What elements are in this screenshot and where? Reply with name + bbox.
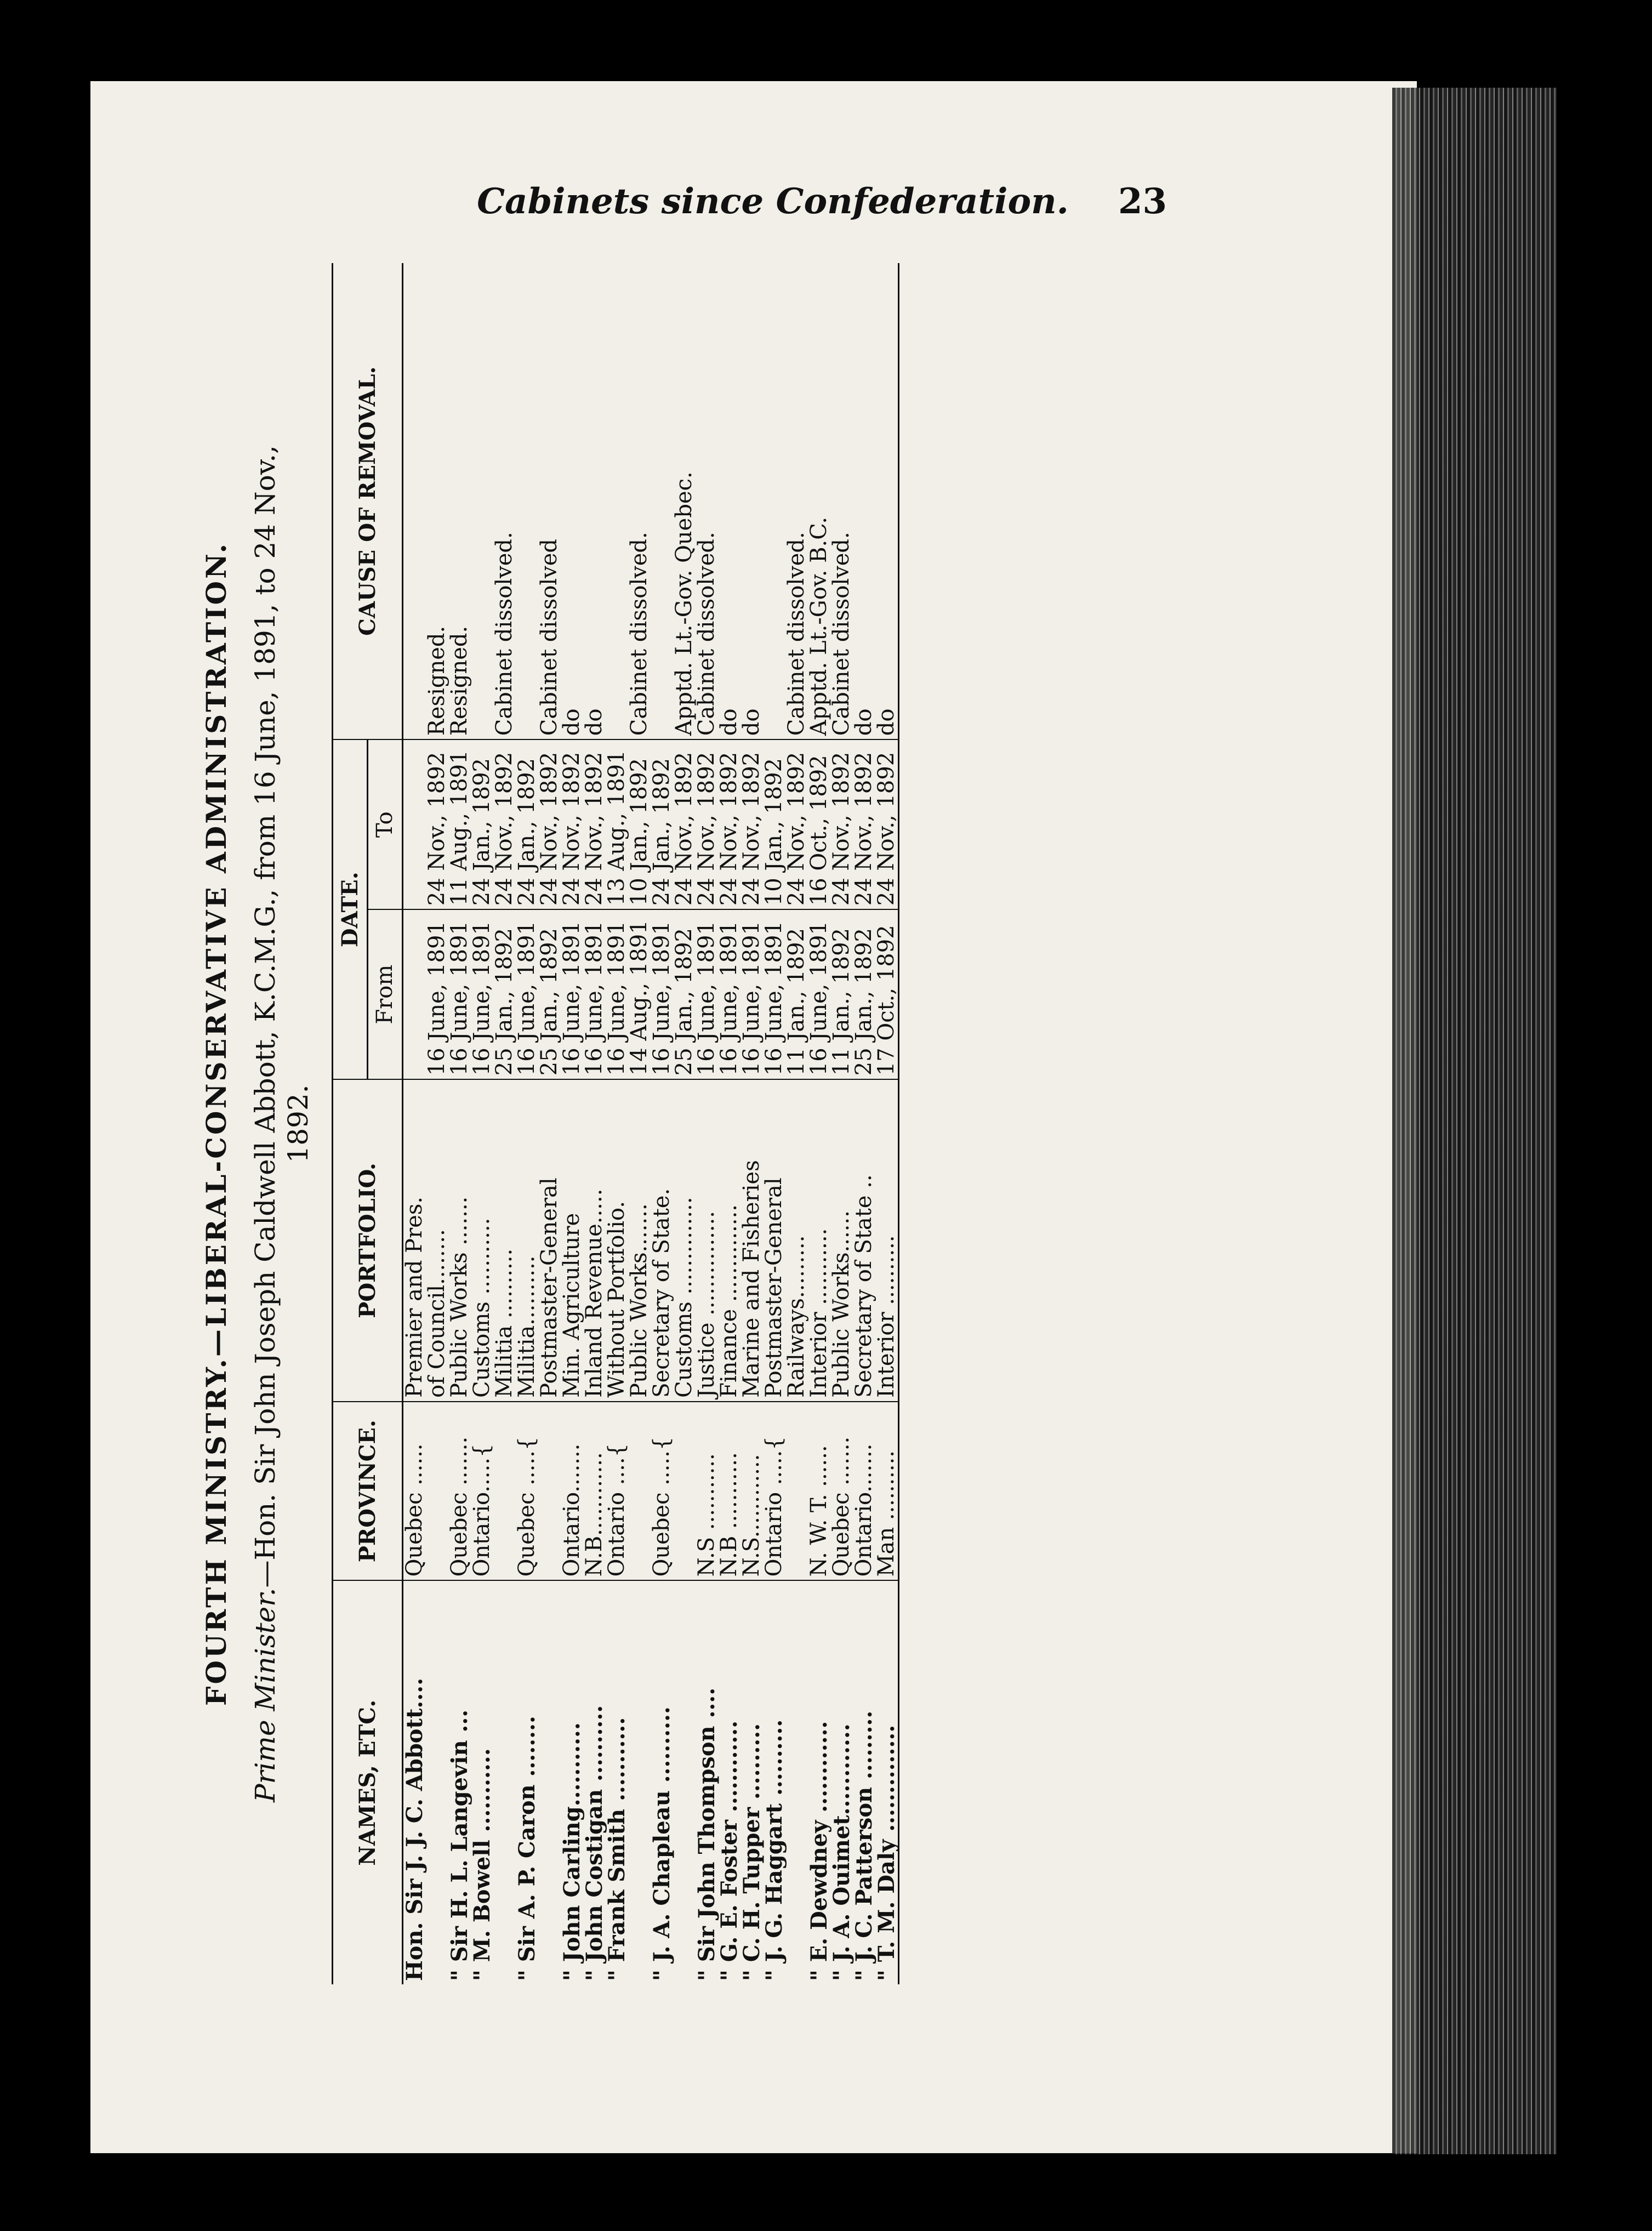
table-row [561, 263, 583, 1984]
cell-cause: do [740, 263, 763, 739]
cell-portfolio: Militia .......... [493, 1079, 516, 1402]
cell-to: 24 Jan., 1892 [516, 739, 538, 909]
cell-portfolio: Railways......... [785, 1079, 808, 1402]
cell-to: 16 Oct., 1892 [808, 739, 830, 909]
cell-name: " Frank Smith ........... [604, 1717, 630, 1981]
cell-name [785, 1580, 808, 1984]
cell-to [403, 739, 426, 909]
cell-cause [516, 263, 538, 739]
book-page-edge [1392, 88, 1557, 2154]
cell-from: 16 June, 1891 [808, 909, 830, 1079]
cell-to: 24 Nov., 1892 [583, 739, 606, 909]
cell-province: Quebec ....... [448, 1402, 471, 1581]
cell-portfolio: Interior ........... [808, 1079, 830, 1402]
cell-from: 11 Jan., 1892 [830, 909, 853, 1079]
cell-portfolio: Postmaster-General [538, 1079, 561, 1402]
table-row [853, 263, 875, 1984]
cell-from: 16 June, 1891 [426, 909, 448, 1079]
table-row [808, 263, 830, 1984]
cell-from: 25 Jan., 1892 [538, 909, 561, 1079]
cabinet-table [332, 263, 899, 1984]
cell-from: 16 June, 1891 [583, 909, 606, 1079]
table-row [740, 263, 763, 1984]
cell-cause: Cabinet dissolved. [493, 263, 516, 739]
cell-name: " John Costigan .......... [582, 1705, 607, 1981]
cell-from: 14 Aug., 1891 [628, 909, 651, 1079]
cell-province [493, 1402, 516, 1581]
cell-province: Quebec ...... [403, 1402, 426, 1581]
cell-from: 16 June, 1891 [606, 909, 628, 1079]
cell-from: 16 June, 1891 [471, 909, 493, 1079]
cell-from: 16 June, 1891 [740, 909, 763, 1079]
cell-province [426, 1402, 448, 1581]
col-portfolio: PORTFOLIO. [333, 1079, 403, 1402]
prime-minister-line [249, 263, 281, 1984]
prime-minister-text: —Hon. Sir John Joseph Caldwell Abbott, K.C.M.G., from 16 June, 1891, to 24 Nov., [249, 445, 281, 1588]
cell-province: Ontario .....{ [763, 1402, 785, 1581]
cell-province: N.B ........... [718, 1402, 740, 1581]
table-row [830, 263, 853, 1984]
cell-name [628, 1580, 651, 1984]
cell-province: Ontario....... [853, 1402, 875, 1581]
cell-portfolio: Justice ............... [696, 1079, 718, 1402]
cell-from: 16 June, 1891 [448, 909, 471, 1079]
cell-from: 25 Jan., 1892 [673, 909, 696, 1079]
cell-portfolio: Customs .............. [673, 1079, 696, 1402]
cell-cause: Cabinet dissolved. [628, 263, 651, 739]
cell-portfolio: of Council........ [426, 1079, 448, 1402]
cell-cause [471, 263, 493, 739]
cell-cause [651, 263, 673, 739]
cell-name: " J. A. Ouimet............ [829, 1723, 855, 1981]
cell-portfolio: Interior .......... [875, 1079, 899, 1402]
cell-to: 24 Nov., 1892 [718, 739, 740, 909]
cell-to: 24 Nov., 1892 [426, 739, 448, 909]
page-number: 23 [1118, 181, 1167, 222]
cell-name: " Sir H. L. Langevin ... [447, 1709, 472, 1981]
cell-from: 16 June, 1891 [718, 909, 740, 1079]
table-row [426, 263, 448, 1984]
table-row [718, 263, 740, 1984]
table-row [785, 263, 808, 1984]
table-row [696, 263, 718, 1984]
cell-name: " J. A. Chapleau .......... [649, 1706, 675, 1981]
cell-to: 24 Nov., 1892 [561, 739, 583, 909]
table-body [403, 263, 899, 1984]
cell-province: Ontario ....{ [606, 1402, 628, 1581]
col-province: PROVINCE. [333, 1402, 403, 1581]
cell-cause: do [875, 263, 899, 739]
cell-name: " C. H. Tupper .......... [739, 1723, 765, 1981]
cell-to: 24 Nov., 1892 [493, 739, 516, 909]
cell-to: 24 Jan., 1892 [471, 739, 493, 909]
cell-cause: Cabinet dissolved. [830, 263, 853, 739]
prime-minister-year: 1892. [282, 1084, 314, 1163]
cell-to: 24 Nov., 1892 [673, 739, 696, 909]
cell-name: " John Carling........... [559, 1722, 585, 1981]
cell-from: 16 June, 1891 [763, 909, 785, 1079]
cell-cause: Resigned. [448, 263, 471, 739]
cell-from: 17 Oct., 1892 [875, 909, 899, 1079]
cell-province: Ontario.....{ [471, 1402, 493, 1581]
table-header-row [333, 263, 368, 1984]
col-date: DATE. [333, 739, 368, 1079]
table-row [403, 263, 426, 1984]
cell-name: " Sir A. P. Caron ........ [514, 1716, 540, 1981]
cell-portfolio: Secretary of State. [651, 1079, 673, 1402]
table-row [583, 263, 606, 1984]
cell-name: " Sir John Thompson .... [694, 1687, 720, 1981]
table-row [763, 263, 785, 1984]
cell-province: N. W. T. ...... [808, 1402, 830, 1581]
cell-cause: Apptd. Lt.-Gov. B.C. [808, 263, 830, 739]
col-from: From [368, 909, 403, 1079]
cell-from: 11 Jan., 1892 [785, 909, 808, 1079]
cell-portfolio: Public Works ....... [448, 1079, 471, 1402]
cell-to: 24 Nov., 1892 [830, 739, 853, 909]
cell-to: 24 Nov., 1892 [538, 739, 561, 909]
ministry-title: FOURTH MINISTRY.—LIBERAL-CONSERVATIVE ADMINISTRATION. [200, 541, 232, 1706]
cell-cause: Cabinet dissolved [538, 263, 561, 739]
cell-cause: do [718, 263, 740, 739]
cell-cause: Cabinet dissolved. [696, 263, 718, 739]
rotated-table-area [200, 263, 1252, 1984]
cell-portfolio: Militia.......... [516, 1079, 538, 1402]
cell-name [538, 1580, 561, 1984]
cell-to: 24 Nov., 1892 [740, 739, 763, 909]
col-names: NAMES, ETC. [333, 1580, 403, 1984]
cell-province: Quebec ....... [830, 1402, 853, 1581]
cell-name: " T. M. Daly .............. [875, 1580, 899, 1984]
cell-province [538, 1402, 561, 1581]
cell-from: 25 Jan., 1892 [853, 909, 875, 1079]
cell-cause [403, 263, 426, 739]
table-row [516, 263, 538, 1984]
col-to: To [368, 739, 403, 909]
cell-portfolio: Public Works....... [628, 1079, 651, 1402]
cell-portfolio: Inland Revenue..... [583, 1079, 606, 1402]
cell-to: 24 Nov., 1892 [696, 739, 718, 909]
table-row [448, 263, 471, 1984]
cell-name [673, 1580, 696, 1984]
cell-portfolio: Marine and Fisheries [740, 1079, 763, 1402]
cell-from: 16 June, 1891 [516, 909, 538, 1079]
cell-province: N.B............ [583, 1402, 606, 1581]
cell-province: Quebec .....{ [651, 1402, 673, 1581]
cell-province [785, 1402, 808, 1581]
cell-cause: do [561, 263, 583, 739]
cell-name: " J. C. Patterson ......... [851, 1710, 877, 1981]
cell-to: 24 Nov., 1892 [785, 739, 808, 909]
cell-province [673, 1402, 696, 1581]
cell-to: 24 Nov., 1892 [853, 739, 875, 909]
cell-portfolio: Postmaster-General [763, 1079, 785, 1402]
cell-name: " M. Bowell ........... [469, 1748, 495, 1981]
table-row [875, 263, 899, 1984]
table-row [628, 263, 651, 1984]
table-row [606, 263, 628, 1984]
cell-from [403, 909, 426, 1079]
cell-from: 16 June, 1891 [651, 909, 673, 1079]
cell-province: Quebec .....{ [516, 1402, 538, 1581]
cell-cause [763, 263, 785, 739]
cell-name [493, 1580, 516, 1984]
cell-province [628, 1402, 651, 1581]
cell-portfolio: Premier and Pres. [403, 1079, 426, 1402]
cell-to: 11 Aug., 1891 [448, 739, 471, 909]
cell-to: 10 Jan., 1892 [763, 739, 785, 909]
table-row [493, 263, 516, 1984]
cell-name: " E. Dewdney ............ [806, 1721, 832, 1981]
cell-portfolio: Min. Agriculture [561, 1079, 583, 1402]
cell-from: 16 June, 1891 [561, 909, 583, 1079]
cell-name: " G. E. Foster ............ [716, 1720, 742, 1981]
col-cause: CAUSE OF REMOVAL. [333, 263, 403, 739]
table-row [673, 263, 696, 1984]
cell-cause: Apptd. Lt.-Gov. Quebec. [673, 263, 696, 739]
cell-cause: do [583, 263, 606, 739]
cell-to: 24 Jan., 1892 [651, 739, 673, 909]
cell-province: N.S............ [740, 1402, 763, 1581]
cell-portfolio: Public Works...... [830, 1079, 853, 1402]
cell-portfolio: Without Portfolio. [606, 1079, 628, 1402]
table-row [651, 263, 673, 1984]
cell-province: N.S ........... [696, 1402, 718, 1581]
cell-to: 10 Jan., 1892 [628, 739, 651, 909]
cell-to: 13 Aug., 1891 [606, 739, 628, 909]
cell-cause [606, 263, 628, 739]
cell-to: 24 Nov., 1892 [875, 739, 899, 909]
cell-from: 25 Jan., 1892 [493, 909, 516, 1079]
cell-cause: do [853, 263, 875, 739]
cell-province: Man .......... [875, 1402, 899, 1581]
table-row [471, 263, 493, 1984]
cell-name [426, 1580, 448, 1984]
table-row [538, 263, 561, 1984]
cell-cause: Cabinet dissolved. [785, 263, 808, 739]
cell-name: Hon. Sir J. J. C. Abbott.... [402, 1677, 428, 1981]
prime-minister-label: Prime Minister. [249, 1587, 281, 1802]
cell-cause: Resigned. [426, 263, 448, 739]
cell-name: " J. G. Haggart .......... [761, 1719, 787, 1981]
cell-from: 16 June, 1891 [696, 909, 718, 1079]
cell-portfolio: Secretary of State .. [853, 1079, 875, 1402]
cell-portfolio: Finance .............. [718, 1079, 740, 1402]
cell-portfolio: Customs ........... [471, 1079, 493, 1402]
cell-province: Ontario....... [561, 1402, 583, 1581]
running-header: Cabinets since Confederation. [477, 181, 1069, 222]
